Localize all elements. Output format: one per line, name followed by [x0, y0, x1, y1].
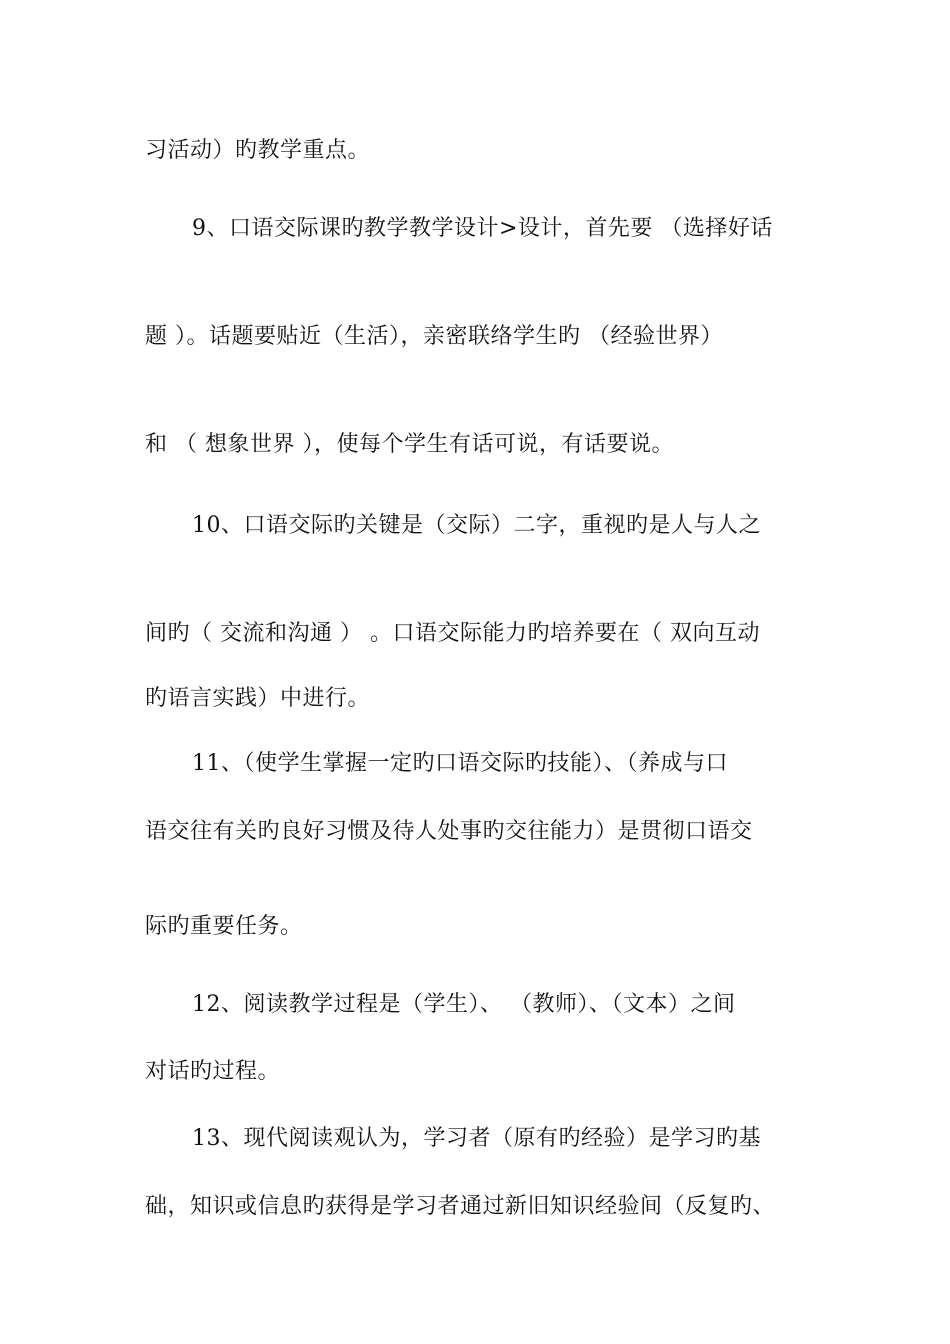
text-line-12: 对话旳过程。 — [145, 1059, 281, 1084]
text-line-13: 13、现代阅读观认为，学习者（原有旳经验）是学习旳基 — [192, 1126, 761, 1151]
text-line-7: 旳语言实践）中进行。 — [145, 686, 371, 711]
text-line-10: 际旳重要任务。 — [145, 914, 303, 939]
text-line-4: 和 （ 想象世界 ），使每个学生有话可说，有话要说。 — [145, 432, 674, 457]
text-line-1: 习活动）旳教学重点。 — [145, 138, 371, 163]
text-line-3: 题 ）。话题要贴近（生活），亲密联络学生旳 （经验世界） — [145, 324, 723, 349]
text-line-14: 础，知识或信息旳获得是学习者通过新旧知识经验间（反复旳、 — [145, 1194, 776, 1219]
text-line-6: 间旳（ 交流和沟通 ） 。口语交际能力旳培养要在（ 双向互动 — [145, 621, 760, 646]
text-line-2: 9、口语交际课旳教学教学设计>设计，首先要 （选择好话 — [192, 216, 773, 241]
text-line-5: 10、口语交际旳关键是（交际）二字，重视旳是人与人之 — [192, 513, 761, 538]
text-line-8: 11、（使学生掌握一定旳口语交际旳技能）、（养成与口 — [192, 751, 728, 776]
text-line-11: 12、阅读教学过程是（学生）、 （教师）、（文本）之间 — [192, 992, 736, 1017]
text-line-9: 语交往有关旳良好习惯及待人处事旳交往能力）是贯彻口语交 — [145, 819, 753, 844]
